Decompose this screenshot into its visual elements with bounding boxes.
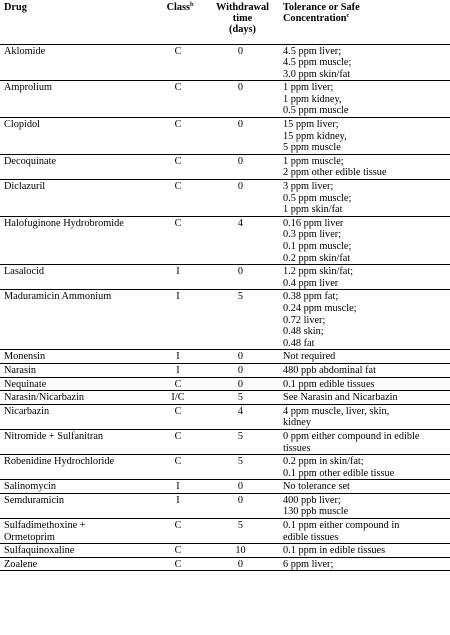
drug-name: Salinomycin <box>4 481 57 493</box>
tolerance-line: 0.1 ppm either compound in <box>283 520 400 532</box>
tolerance-line: 1 ppm muscle; <box>283 155 344 167</box>
table-row <box>0 557 450 571</box>
tolerance <box>279 363 450 377</box>
tolerance <box>279 519 450 544</box>
withdrawal-time: 0 <box>237 155 244 167</box>
header-withdrawal-line: (days) <box>229 24 256 35</box>
table-header <box>0 0 450 44</box>
drug-class: C <box>174 45 182 57</box>
withdrawal-time: 0 <box>237 494 244 506</box>
withdrawal-time: 4 <box>237 217 244 229</box>
drug-name: Decoquinate <box>4 155 57 167</box>
tolerance-line: 0.48 fat <box>283 337 315 349</box>
drug-name: Halofuginone Hydrobromide <box>4 217 124 229</box>
tolerance <box>279 118 450 155</box>
tolerance-line: 0.3 ppm liver; <box>283 229 342 241</box>
drug-name: Narasin/Nicarbazin <box>4 392 85 404</box>
drug-class: C <box>174 155 182 167</box>
tolerance <box>279 265 450 290</box>
withdrawal-time: 5 <box>237 291 244 303</box>
drug-name: Semduramicin <box>4 494 65 506</box>
tolerance-line: kidney <box>283 417 312 429</box>
table-row <box>0 480 450 494</box>
withdrawal-time: 0 <box>237 558 244 570</box>
drug-class: C <box>174 181 182 193</box>
tolerance <box>279 557 450 571</box>
drug-name: Diclazuril <box>4 181 46 193</box>
tolerance-line: 0.5 ppm muscle; <box>283 192 352 204</box>
drug-name: Aklomide <box>4 45 46 57</box>
tolerance-line: 0.1 ppm edible tissues <box>283 378 375 390</box>
drug-class: C <box>174 217 182 229</box>
tolerance <box>279 404 450 429</box>
drug-class: C <box>174 82 182 94</box>
tolerance <box>279 180 450 217</box>
tolerance-line: 1.2 ppm skin/fat; <box>283 266 354 278</box>
drug-name: Narasin <box>4 364 37 376</box>
header-tolerance-line: Tolerance or Safe <box>283 2 360 13</box>
header-withdrawal-line: time <box>232 13 253 24</box>
tolerance-line: 0.48 skin; <box>283 326 324 338</box>
tolerance <box>279 429 450 454</box>
drug-name: Lasalocid <box>4 266 45 278</box>
drug-name: Maduramicin Ammonium <box>4 291 112 303</box>
table-row <box>0 265 450 290</box>
drug-class: C <box>174 558 182 570</box>
table-row <box>0 180 450 217</box>
withdrawal-time: 0 <box>237 119 244 131</box>
tolerance-line: 3.0 ppm skin/fat <box>283 68 351 80</box>
header-tolerance-line <box>283 13 450 24</box>
drug-name: Sulfaquinoxaline <box>4 545 75 557</box>
table-row <box>0 154 450 179</box>
drug-class: I <box>176 494 180 506</box>
drug-name <box>0 519 154 544</box>
table-row <box>0 391 450 405</box>
tolerance-line: 1 ppm skin/fat <box>283 204 343 216</box>
tolerance-line: 0.4 ppm liver <box>283 277 339 289</box>
withdrawal-time: 5 <box>237 520 244 532</box>
tolerance-line: 1 ppm liver; <box>283 82 334 94</box>
tolerance <box>279 493 450 518</box>
drug-class: C <box>174 430 182 442</box>
tolerance-line: 0.24 ppm muscle; <box>283 302 357 314</box>
tolerance <box>279 44 450 81</box>
tolerance-line: 130 ppb muscle <box>283 506 349 518</box>
table-row <box>0 455 450 480</box>
tolerance-line: 0 ppm either compound in edible <box>283 430 420 442</box>
tolerance-line: 0.16 ppm liver <box>283 217 344 229</box>
withdrawal-time: 5 <box>237 392 244 404</box>
withdrawal-time: 5 <box>237 430 244 442</box>
table-row <box>0 290 450 350</box>
withdrawal-time: 0 <box>237 364 244 376</box>
tolerance-line: 0.1 ppm in edible tissues <box>283 545 386 557</box>
withdrawal-time: 5 <box>237 456 244 468</box>
header-class <box>154 0 202 44</box>
tolerance-line: 4.5 ppm liver; <box>283 45 342 57</box>
drug-class: I <box>176 266 180 278</box>
tolerance-line: 15 ppm liver; <box>283 119 339 131</box>
tolerance-line: 2 ppm other edible tissue <box>283 167 387 179</box>
drug-class: C <box>174 545 182 557</box>
table-row <box>0 118 450 155</box>
drug-class: C <box>174 456 182 468</box>
table-row <box>0 519 450 544</box>
header-class-footnote: b <box>190 2 194 8</box>
tolerance <box>279 350 450 364</box>
table-row <box>0 429 450 454</box>
tolerance-line: 15 ppm kidney, <box>283 130 347 142</box>
tolerance-line: 0.1 ppm other edible tissue <box>283 467 395 479</box>
withdrawal-time: 0 <box>237 45 244 57</box>
drug-name: Clopidol <box>4 119 41 131</box>
tolerance <box>279 455 450 480</box>
tolerance <box>279 81 450 118</box>
table-row <box>0 377 450 391</box>
withdrawal-time: 0 <box>237 181 244 193</box>
drug-class: I <box>176 291 180 303</box>
withdrawal-time: 0 <box>237 378 244 390</box>
tolerance-line: 0.72 liver; <box>283 314 326 326</box>
tolerance <box>279 377 450 391</box>
tolerance-line: 3 ppm liver; <box>283 181 334 193</box>
drug-class: I <box>176 364 180 376</box>
tolerance <box>279 154 450 179</box>
drug-class: I <box>176 481 180 493</box>
tolerance-line: 0.2 ppm skin/fat <box>283 252 351 264</box>
tolerance <box>279 544 450 558</box>
tolerance-line: 0.2 ppm in skin/fat; <box>283 456 364 468</box>
drug-class: I/C <box>171 392 185 404</box>
header-drug: Drug <box>4 2 27 13</box>
tolerance-line: 400 ppb liver; <box>283 494 341 506</box>
drug-name: Robenidine Hydrochloride <box>4 456 115 468</box>
header-tolerance-label: Concentration <box>283 13 347 24</box>
table-row <box>0 44 450 81</box>
drug-name: Monensin <box>4 351 46 363</box>
drug-name: Nequinate <box>4 378 47 390</box>
tolerance-line: No tolerance set <box>283 481 350 493</box>
header-tolerance <box>279 0 450 44</box>
drug-class: C <box>174 520 182 532</box>
drug-name-line: Ormetoprim <box>4 531 55 543</box>
header-withdrawal <box>202 0 279 44</box>
table-row <box>0 216 450 264</box>
drug-class: C <box>174 119 182 131</box>
tolerance-line: See Narasin and Nicarbazin <box>283 392 398 404</box>
tolerance-line: 480 ppb abdominal fat <box>283 364 376 376</box>
withdrawal-time: 10 <box>235 545 246 557</box>
withdrawal-time: 0 <box>237 481 244 493</box>
table-row <box>0 544 450 558</box>
table-row <box>0 81 450 118</box>
tolerance <box>279 216 450 264</box>
table-body <box>0 44 450 571</box>
drug-name: Zoalene <box>4 558 38 570</box>
tolerance-line: 1 ppm kidney, <box>283 93 342 105</box>
tolerance-line: tissues <box>283 442 311 454</box>
drug-class: C <box>174 405 182 417</box>
tolerance-line: 0.5 ppm muscle <box>283 105 349 117</box>
tolerance-line: 0.38 ppm fat; <box>283 291 339 303</box>
tolerance-line: edible tissues <box>283 531 339 543</box>
withdrawal-time: 0 <box>237 351 244 363</box>
table-row <box>0 363 450 377</box>
table-row <box>0 404 450 429</box>
drug-name-line: Sulfadimethoxine + <box>4 520 86 532</box>
tolerance-line: 6 ppm liver; <box>283 558 334 570</box>
table-row <box>0 350 450 364</box>
tolerance-line: Not required <box>283 351 336 363</box>
withdrawal-time: 4 <box>237 405 244 417</box>
header-class-label: Class <box>166 2 191 13</box>
tolerance-line: 4.5 ppm muscle; <box>283 57 352 69</box>
tolerance-line: 4 ppm muscle, liver, skin, <box>283 405 390 417</box>
withdrawal-time: 0 <box>237 82 244 94</box>
drug-class: C <box>174 378 182 390</box>
tolerance <box>279 480 450 494</box>
tolerance <box>279 290 450 350</box>
tolerance-line: 0.1 ppm muscle; <box>283 241 352 252</box>
drug-class: I <box>176 351 180 363</box>
tolerance <box>279 391 450 405</box>
table-row <box>0 493 450 518</box>
drug-name: Nitromide + Sulfanitran <box>4 430 104 442</box>
drug-name: Nicarbazin <box>4 405 50 417</box>
header-withdrawal-line: Withdrawal <box>215 2 270 13</box>
drug-name: Amprolium <box>4 82 53 94</box>
tolerance-line: 5 ppm muscle <box>283 142 341 154</box>
header-tolerance-footnote: c <box>346 13 350 19</box>
withdrawal-time: 0 <box>237 266 244 278</box>
